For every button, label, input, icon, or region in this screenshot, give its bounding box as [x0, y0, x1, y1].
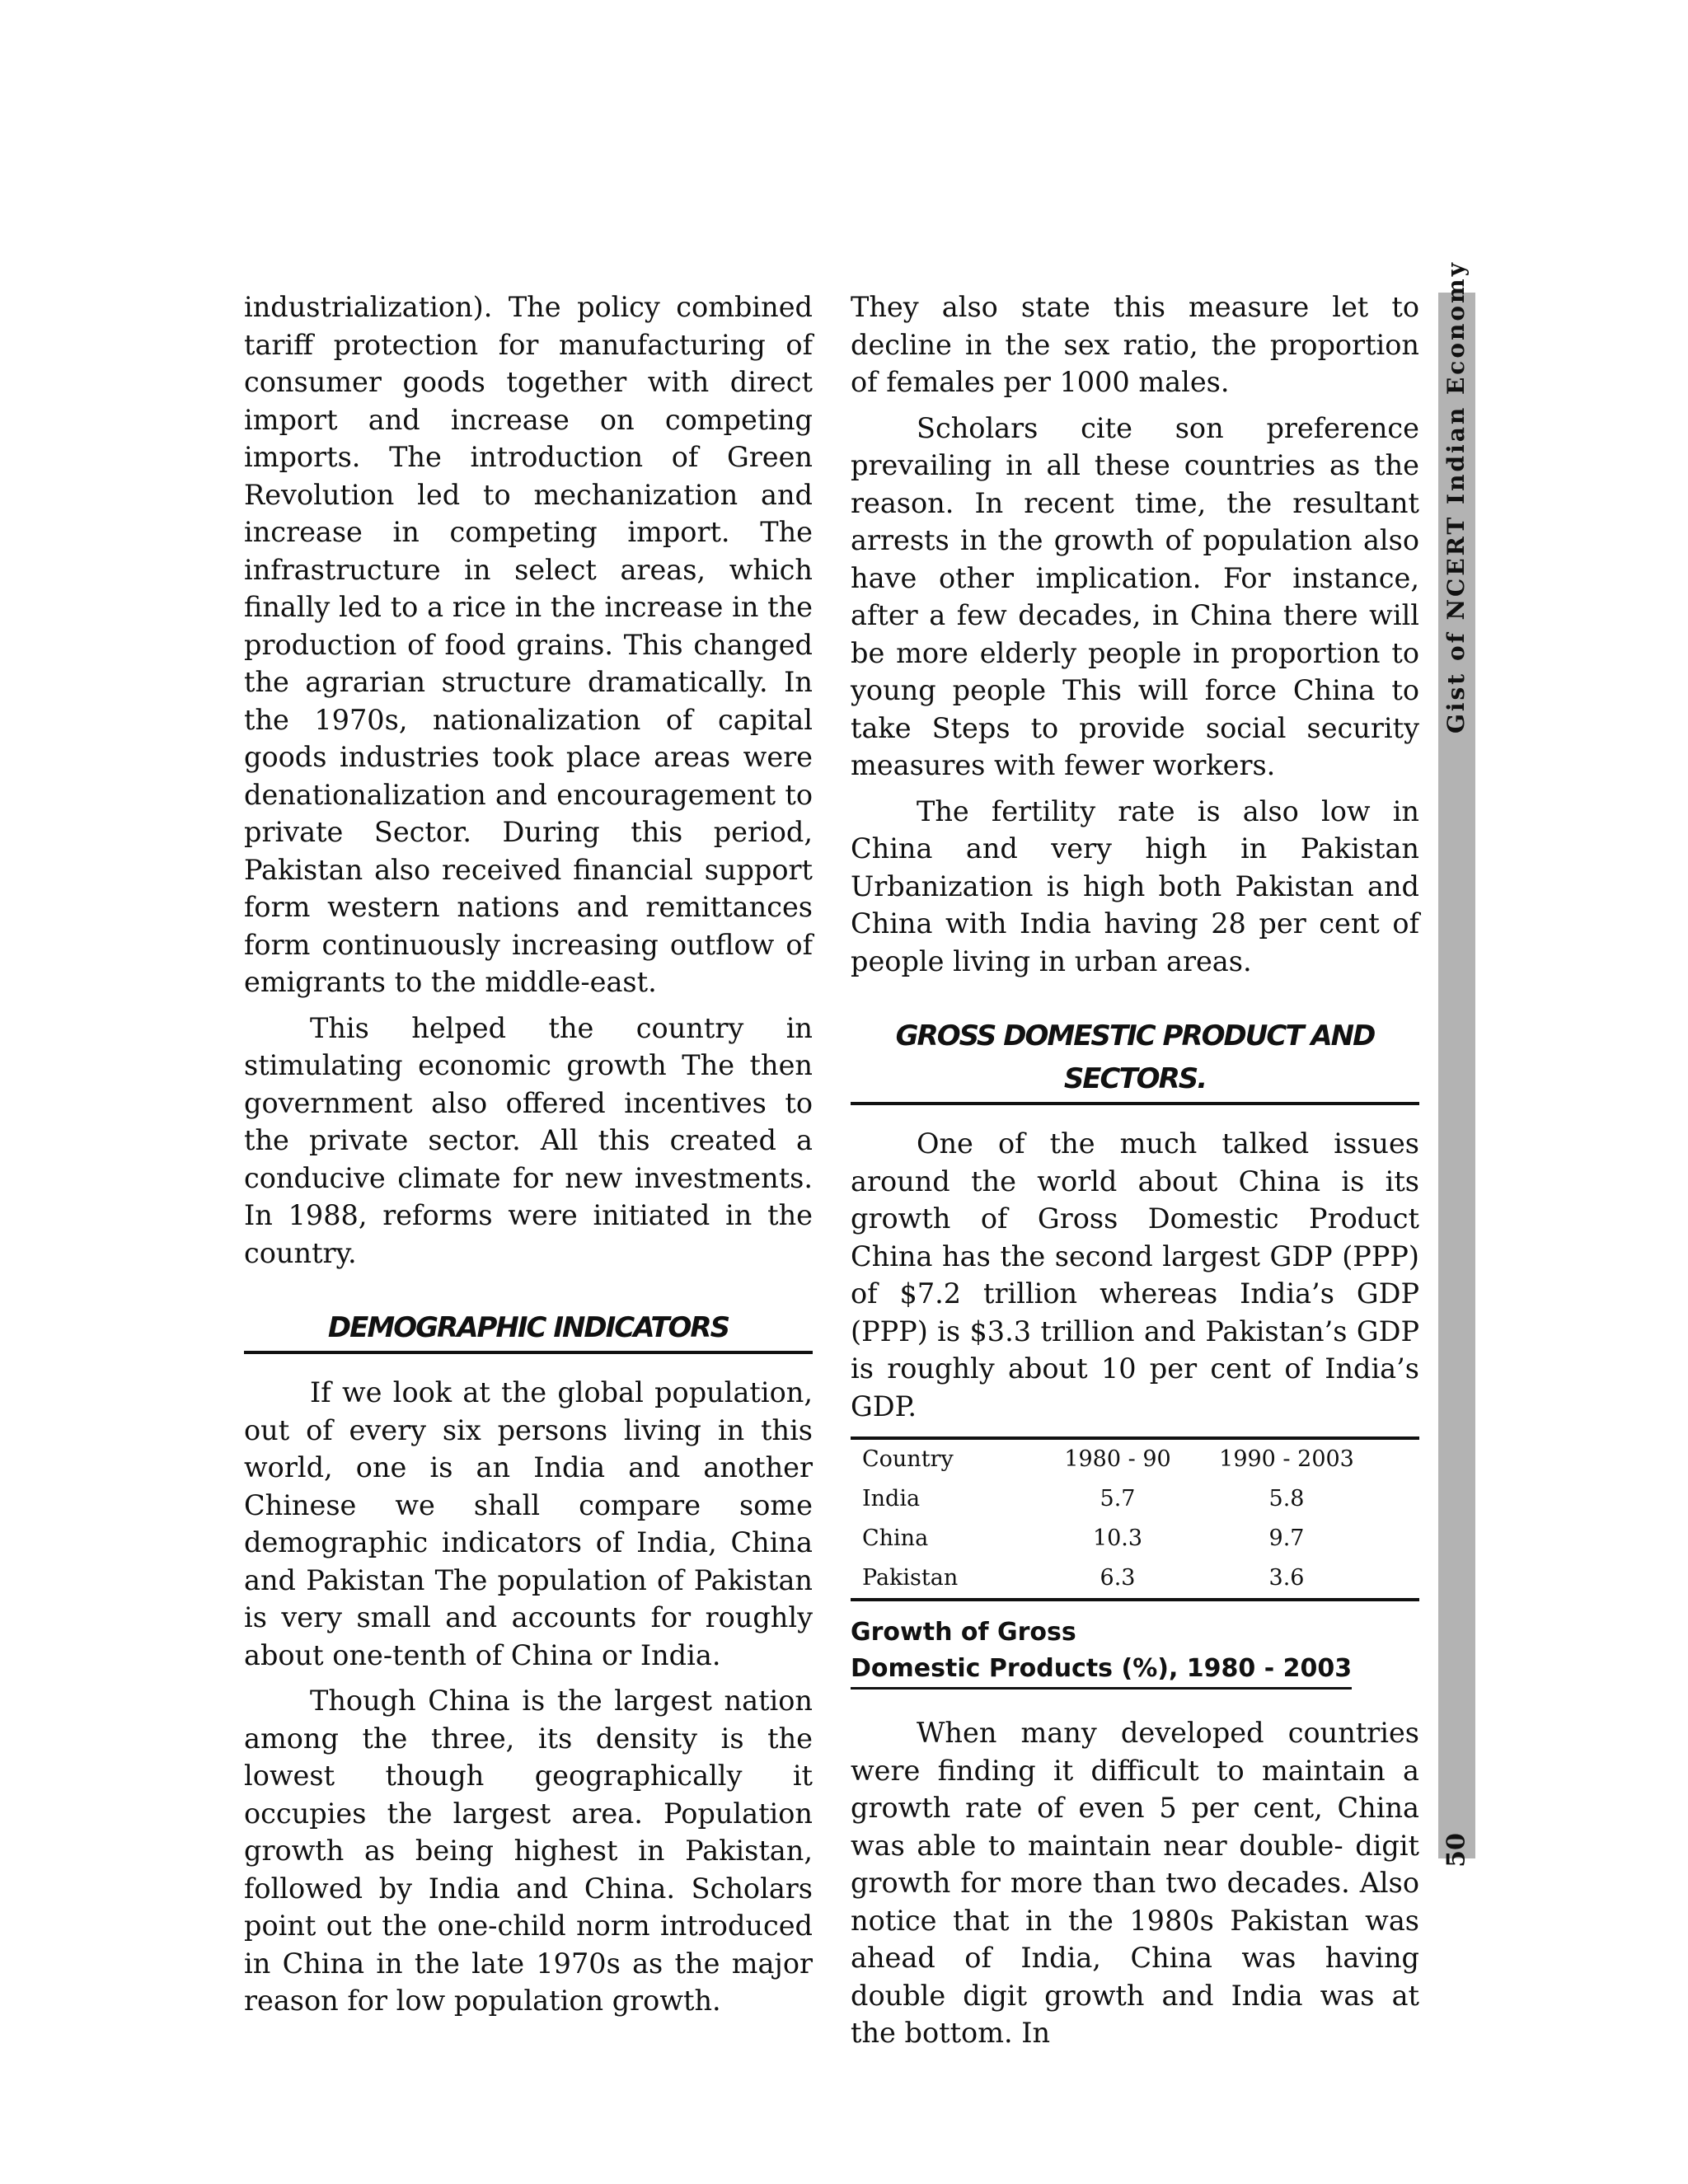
table-header-row	[851, 1438, 1419, 1479]
running-head: Gist of NCERT Indian Economy	[1442, 260, 1470, 733]
gdp-growth-table	[851, 1436, 1419, 1601]
table-cell: China	[862, 1526, 929, 1551]
table-caption-line1: Growth of Gross	[851, 1618, 1076, 1647]
table-cell: 10.3	[1092, 1526, 1143, 1551]
table-row	[851, 1479, 1419, 1519]
table-cell: India	[862, 1486, 921, 1511]
paragraph: When many developed countries were finding it difficult to maintain a growth rate of even 5 per cent, China was able to maintain near double- digit growth for more than two decades. Also notice that in the 1980s Pakistan was ahead of India, China was having double digit growth and India was at the bottom. In	[851, 1717, 1419, 2049]
section-heading-block	[244, 1306, 813, 1354]
table-cell: 5.8	[1268, 1486, 1305, 1511]
section-heading-block	[851, 1015, 1419, 1105]
paragraph: industrialization). The policy combined tariff protection for manufacturing of consumer goods together with direct import and increase on competing imports. The introduction of Green Revolution led to mechanization and increase in competing import. The infrastructure in select areas, which finally led to a rice in the increase in the production of food grains. This changed the agrarian structure dramatically. In the 1970s, nationalization of capital goods industries took place areas were denationalization and encouragement to private Sector. During this period, Pakistan also received financial support form western nations and remittances form continuously increasing outflow of emigrants to the middle-east.	[244, 291, 813, 998]
paragraph: They also state this measure let to decline in the sex ratio, the proportion of females per 1000 males.	[851, 291, 1419, 398]
table-row	[851, 1558, 1419, 1600]
table-cell: 9.7	[1268, 1526, 1305, 1551]
paragraph: Scholars cite son preference prevailing in all these countries as the reason. In recent time, the resultant arrests in the growth of population also have other implication. For instance, after a few decades, in China there will be more elderly people in proportion to young people This will force China to take Steps to provide social security measures with fewer workers.	[851, 411, 1419, 781]
paragraph: This helped the country in stimulating economic growth The then government also offered incentives to the private sector. All this created a conducive climate for new investments. In 1988, reforms were initiated in the country.	[244, 1011, 813, 1269]
paragraph: The fertility rate is also low in China and very high in Pakistan Urbanization is high both Pakistan and China with India having 28 per cent of people living in urban areas.	[851, 794, 1419, 977]
left-column	[244, 288, 813, 2028]
heading-underline	[244, 1351, 813, 1354]
section-heading-demographic: DEMOGRAPHIC INDICATORS	[327, 1311, 729, 1344]
table-header-cell: Country	[862, 1446, 954, 1472]
paragraph: If we look at the global population, out of every six persons living in this world, one is an India and another Chinese we shall compare some demographic indicators of India, China and Pakistan The population of Pakistan is very small and accounts for roughly about one-tenth of China or India.	[244, 1376, 813, 1671]
page-number: 50	[1442, 1833, 1471, 1868]
table-cell: Pakistan	[862, 1565, 959, 1591]
table-caption-line2: Domestic Products (%), 1980 - 2003	[851, 1651, 1352, 1690]
table-cell: 6.3	[1100, 1565, 1136, 1591]
table-header-cell: 1980 - 90	[1064, 1446, 1171, 1472]
table-row	[851, 1519, 1419, 1558]
table-cell: 5.7	[1100, 1486, 1136, 1511]
table-caption	[851, 1615, 1419, 1690]
section-heading-gdp-line1: GROSS DOMESTIC PRODUCT AND	[895, 1019, 1375, 1052]
table-cell: 3.6	[1268, 1565, 1305, 1591]
paragraph: Though China is the largest nation among the three, its density is the lowest though geographically it occupies the largest area. Population growth as being highest in Pakistan, followed by India and China. Scholars point out the one-child norm introduced in China in the late 1970s as the major reason for low population growth.	[244, 1685, 813, 2017]
paragraph: One of the much talked issues around the world about China is its growth of Gross Domestic Product China has the second largest GDP (PPP) of $7.2 trillion whereas India’s GDP (PPP) is $3.3 trillion and Pakistan’s GDP is roughly about 10 per cent of India’s GDP.	[851, 1127, 1419, 1422]
heading-underline	[851, 1102, 1419, 1105]
section-heading-gdp-line2: SECTORS.	[1063, 1062, 1207, 1095]
table-header-cell: 1990 - 2003	[1219, 1446, 1354, 1472]
right-column	[851, 288, 1419, 2060]
